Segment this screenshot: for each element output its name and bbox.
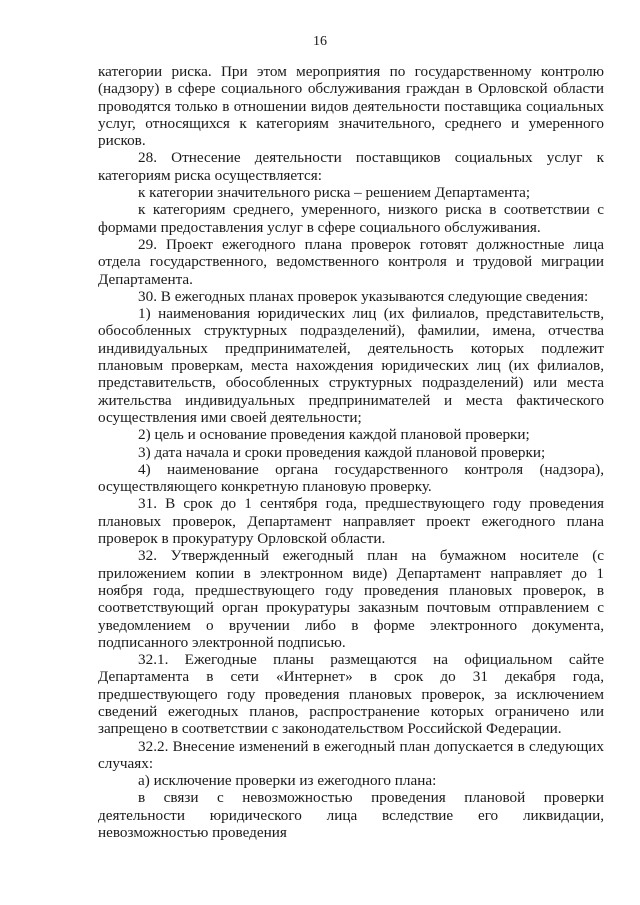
- paragraph-30-item-4: 4) наименование органа государственного контроля (надзора), осуществляющего конкретную плановую проверку.: [98, 460, 604, 496]
- paragraph-31: 31. В срок до 1 сентября года, предшествующего году проведения плановых проверок, Департамент направляет проект ежегодного плана проверок в прокуратуру Орловской области.: [98, 495, 604, 548]
- paragraph-30: 30. В ежегодных планах проверок указываются следующие сведения:: [138, 287, 589, 305]
- paragraph-32-1: 32.1. Ежегодные планы размещаются на официальном сайте Департамента в сети «Интернет» в срок до 31 декабря года, предшествующего году проведения плановых проверок, за исключением сведений ежегодных планов, распространение которых ограничено или запрещено в соответствии с законодательством Российской Федерации.: [98, 651, 604, 738]
- paragraph-29: 29. Проект ежегодного плана проверок готовят должностные лица отдела государственного, ведомственного контроля и трудовой миграции Департамента.: [98, 235, 604, 288]
- paragraph-28-item-significant: к категории значительного риска – решением Департамента;: [138, 184, 531, 202]
- paragraph-30-item-3: 3) дата начала и сроки проведения каждой плановой проверки;: [138, 443, 546, 461]
- paragraph-continuation: категории риска. При этом мероприятия по государственному контролю (надзору) в сфере социального обслуживания граждан в Орловской области проводятся только в отношении видов деятельности поставщика социальных услуг, относящихся к категориям значительного, среднего и умеренного рисков.: [98, 63, 604, 150]
- paragraph-32: 32. Утвержденный ежегодный план на бумажном носителе (с приложением копии в электронном виде) Департамент направляет до 1 ноября года, предшествующего году проведения плановых проверок, в соответствующий орган прокуратуры заказным почтовым отправлением с уведомлением о вручении либо в форме электронного документа, подписанного электронной подписью.: [98, 547, 604, 651]
- document-body: [98, 63, 604, 841]
- page-number: 16: [313, 34, 327, 49]
- paragraph-28: 28. Отнесение деятельности поставщиков социальных услуг к категориям риска осуществляется:: [98, 149, 604, 184]
- paragraph-30-item-1: 1) наименования юридических лиц (их филиалов, представительств, обособленных структурных подразделений), фамилии, имена, отчества индивидуальных предпринимателей, деятельность которых подлежит плановым проверкам, места нахождения юридических лиц (их филиалов, представительств, обособленных структурных подразделений) или места жительства индивидуальных предпринимателей и места фактического осуществления ими своей деятельности;: [98, 305, 604, 426]
- paragraph-30-item-2: 2) цель и основание проведения каждой плановой проверки;: [138, 426, 530, 444]
- paragraph-32-2-item-a-text: в связи с невозможностью проведения плановой проверки деятельности юридического лица вследствие его ликвидации, невозможностью проведения: [98, 789, 604, 842]
- paragraph-28-item-medium: к категориям среднего, умеренного, низкого риска в соответствии с формами предоставления услуг в сфере социального обслуживания.: [98, 201, 604, 236]
- paragraph-32-2: 32.2. Внесение изменений в ежегодный план допускается в следующих случаях:: [98, 737, 604, 772]
- paragraph-32-2-item-a: а) исключение проверки из ежегодного плана:: [138, 772, 437, 790]
